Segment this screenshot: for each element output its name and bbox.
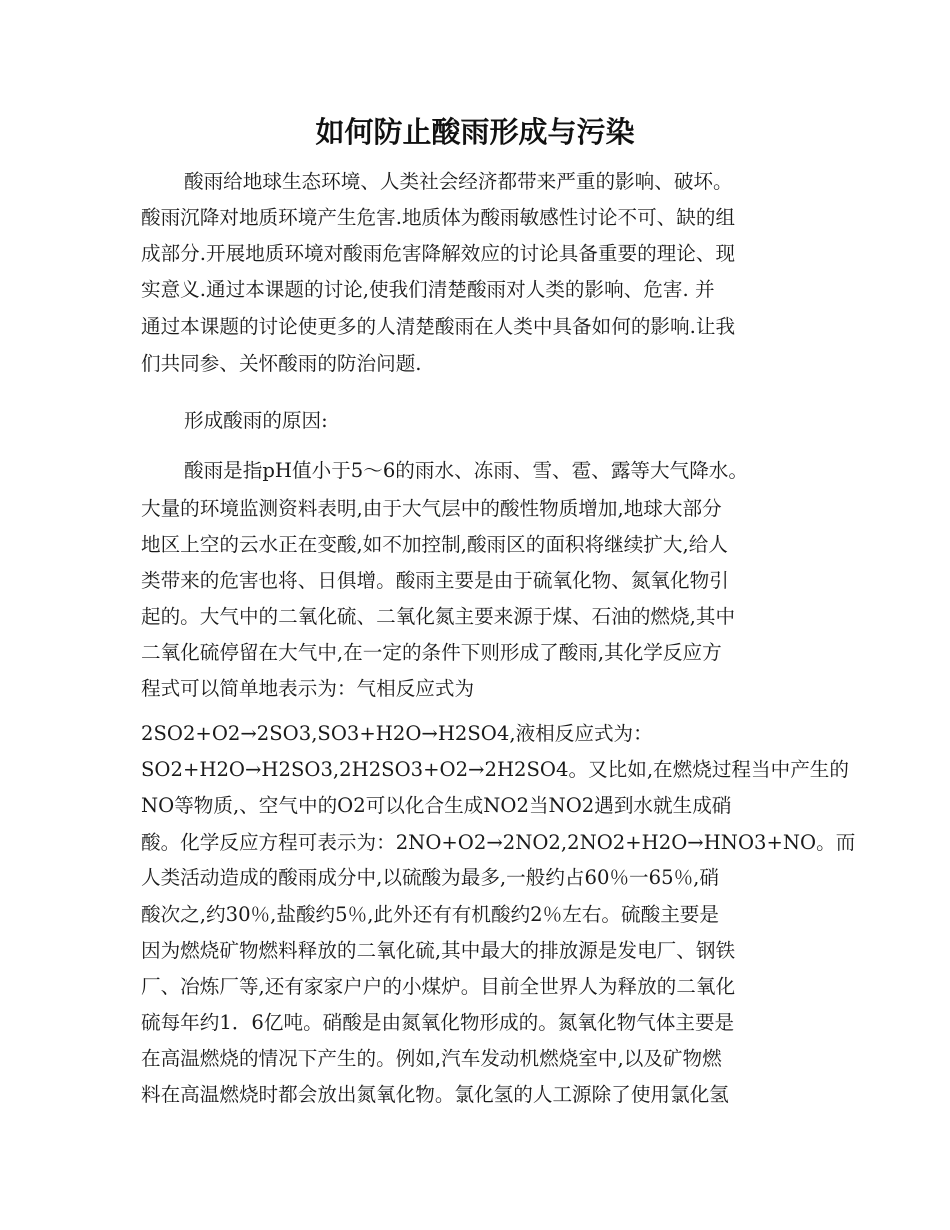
text-line: 程式可以简单地表示为：气相反应式为 [141, 677, 475, 700]
text-line: 们共同参、关怀酸雨的防治问题. [141, 352, 422, 375]
text-line: 通过本课题的讨论使更多的人清楚酸雨在人类中具备如何的影响.让我 [141, 315, 736, 338]
text-line: 酸。化学反应方程可表示为：2NO+O2→2NO2,2NO2+H2O→HNO3+NO。而 [141, 831, 856, 854]
text-line: 成部分.开展地质环境对酸雨危害降解效应的讨论具备重要的理论、现 [141, 242, 736, 265]
text-line: 因为燃烧矿物燃料释放的二氧化硫,其中最大的排放源是发电厂、钢铁 [141, 939, 736, 962]
section-heading: 形成酸雨的原因: [184, 409, 328, 432]
text-line: 酸雨沉降对地质环境产生危害.地质体为酸雨敏感性讨论不可、缺的组 [141, 206, 736, 229]
text-line: 酸雨给地球生态环境、人类社会经济都带来严重的影响、破坏。 [184, 170, 733, 193]
text-line: 大量的环境监测资料表明,由于大气层中的酸性物质增加,地球大部分 [141, 497, 722, 520]
text-line: 硫每年约1．6亿吨。硝酸是由氮氧化物形成的。氮氧化物气体主要是 [141, 1011, 735, 1034]
text-line: 酸次之,约30％,盐酸约5％,此外还有有机酸约2％左右。硫酸主要是 [141, 903, 719, 926]
text-line: 地区上空的云水正在变酸,如不加控制,酸雨区的面积将继续扩大,给人 [141, 533, 728, 556]
text-line: 酸雨是指pH值小于5～6的雨水、冻雨、雪、雹、露等大气降水。 [184, 459, 748, 482]
document-title: 如何防止酸雨形成与污染 [315, 115, 635, 149]
text-line: 实意义.通过本课题的讨论,使我们清楚酸雨对人类的影响、危害. 并 [141, 278, 715, 301]
text-line: 料在高温燃烧时都会放出氮氧化物。氯化氢的人工源除了使用氯化氢 [141, 1083, 729, 1106]
text-line: 2SO2+O2→2SO3,SO3+H2O→H2SO4,液相反应式为： [141, 722, 653, 745]
text-line: 在高温燃烧的情况下产生的。例如,汽车发动机燃烧室中,以及矿物燃 [141, 1047, 722, 1070]
text-line: 起的。大气中的二氧化硫、二氧化氮主要来源于煤、石油的燃烧,其中 [141, 605, 736, 628]
text-line: SO2+H2O→H2SO3,2H2SO3+O2→2H2SO4。又比如,在燃烧过程当中产生的 [141, 758, 849, 781]
text-line: 厂、冶炼厂等,还有家家户户的小煤炉。目前全世界人为释放的二氧化 [141, 975, 736, 998]
text-line: 类带来的危害也将、日俱增。酸雨主要是由于硫氧化物、氮氧化物引 [141, 569, 729, 592]
text-line: 二氧化硫停留在大气中,在一定的条件下则形成了酸雨,其化学反应方 [141, 641, 722, 664]
text-line: NO等物质,、空气中的O2可以化合生成NO2当NO2遇到水就生成硝 [141, 794, 732, 817]
text-line: 人类活动造成的酸雨成分中,以硫酸为最多,一般约占60％一65％,硝 [141, 866, 719, 889]
